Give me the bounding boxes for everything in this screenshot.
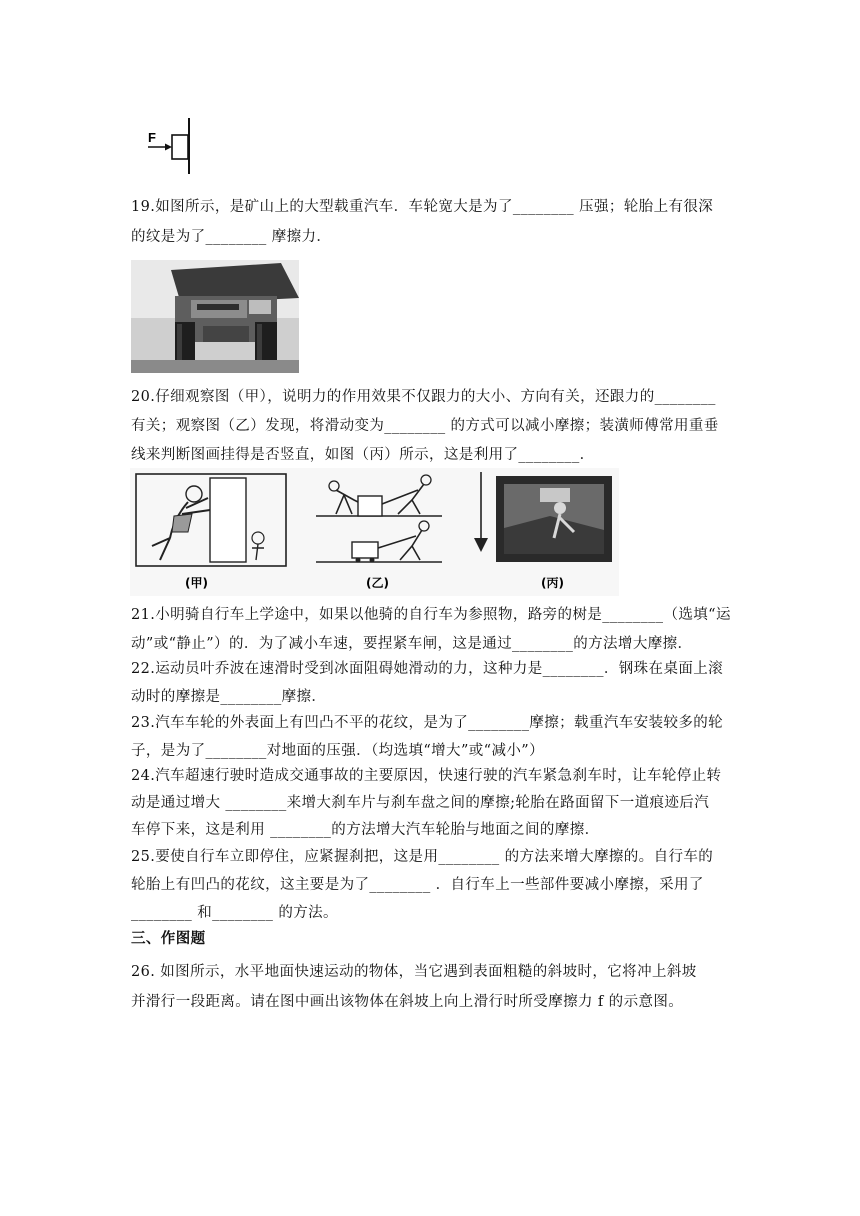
- question-19-line-1: 19.如图所示，是矿山上的大型载重汽车．车轮宽大是为了________ 压强；轮胎上有很深: [131, 199, 714, 215]
- question-25-line-1: 25.要使自行车立即停住，应紧握刹把，这是用________ 的方法来增大摩擦的。自行车的: [131, 849, 714, 865]
- question-20-line-1: 20.仔细观察图（甲），说明力的作用效果不仅跟力的大小、方向有关，还跟力的________: [131, 389, 716, 405]
- question-21-line-2: 动”或“静止”）的．为了减小车速，要捏紧车闸，这是通过________的方法增大摩擦．: [131, 636, 693, 652]
- question-23-line-2: 子，是为了________对地面的压强．（均选填“增大”或“减小”）: [131, 743, 544, 759]
- question-22-line-2: 动时的摩擦是________摩擦．: [131, 689, 327, 705]
- question-20-line-3: 线来判断图画挂得是否竖直，如图（丙）所示，这是利用了________．: [131, 447, 595, 463]
- question-24-line-2: 动是通过增大 ________来增大刹车片与刹车盘之间的摩擦;轮胎在路面留下一道痕迹后汽: [131, 795, 710, 811]
- question-24-line-3: 车停下来，这是利用 ________的方法增大汽车轮胎与地面之间的摩擦．: [131, 822, 600, 838]
- section-heading-drawing: 三、作图题: [131, 931, 206, 947]
- caption-yi: (乙): [366, 576, 389, 590]
- question-20-line-2: 有关；观察图（乙）发现，将滑动变为________ 的方式可以减小摩擦；装潢师傅常用重垂: [131, 418, 719, 434]
- question-25-line-2: 轮胎上有凹凸的花纹，这主要是为了________ ．自行车上一些部件要减小摩擦，采用了: [131, 877, 704, 893]
- force-label: F: [148, 130, 156, 145]
- figure-jia-yi-bing: [130, 468, 619, 596]
- question-24-line-1: 24.汽车超速行驶时造成交通事故的主要原因，快速行驶的汽车紧急刹车时，让车轮停止转: [131, 768, 722, 784]
- force-diagram: [140, 118, 200, 178]
- question-23-line-1: 23.汽车车轮的外表面上有凹凸不平的花纹，是为了________摩擦；载重汽车安装较多的轮: [131, 715, 724, 731]
- question-25-line-3: ________ 和________ 的方法。: [131, 905, 338, 921]
- question-19-line-2: 的纹是为了________ 摩擦力．: [131, 229, 332, 245]
- caption-bing: (丙): [541, 576, 564, 590]
- question-26-line-2: 并滑行一段距离。请在图中画出该物体在斜坡上向上滑行时所受摩擦力 f 的示意图。: [131, 994, 684, 1010]
- question-26-line-1: 26. 如图所示，水平地面快速运动的物体，当它遇到表面粗糙的斜坡时，它将冲上斜坡: [131, 964, 697, 980]
- question-21-line-1: 21.小明骑自行车上学途中，如果以他骑的自行车为参照物，路旁的树是________（选填“运: [131, 607, 731, 623]
- question-22-line-1: 22.运动员叶乔波在速滑时受到冰面阻碍她滑动的力，这种力是________．钢珠在桌面上滚: [131, 661, 724, 677]
- mining-truck-photo: [131, 260, 299, 373]
- caption-jia: (甲): [185, 576, 208, 590]
